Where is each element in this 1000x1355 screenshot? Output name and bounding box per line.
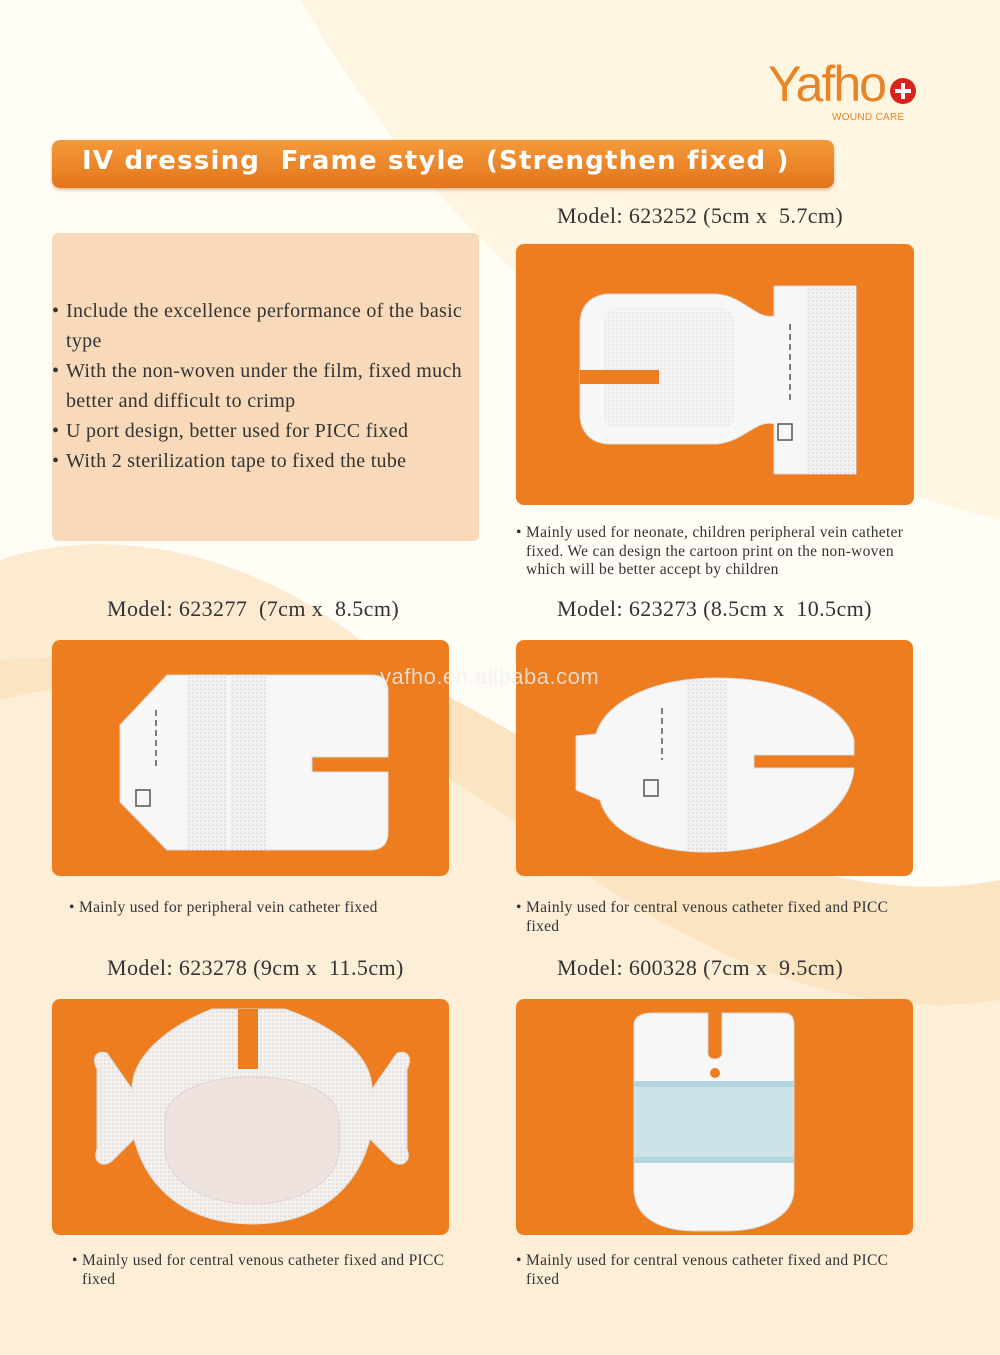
watermark: yafho.en.alibaba.com [380,664,600,689]
brand-name: Yafho [768,56,885,112]
feature-item: • With 2 sterilization tape to fixed the tube [52,446,484,476]
medical-cross-icon [890,78,916,104]
bullet-icon: • [52,360,60,382]
bullet-icon: • [52,420,60,442]
model-label-623252: Model: 623252 (5cm x 5.7cm) [557,203,844,228]
product-image-623252 [516,244,914,505]
description-623278: • Mainly used for central venous catheter fixed and PICC fixed [82,1252,452,1289]
product-image-623278 [52,999,449,1235]
brand-logo [768,56,918,128]
description-623277: • Mainly used for peripheral vein catheter fixed [79,899,449,918]
feature-item: • U port design, better used for PICC fixed [52,416,484,446]
title-banner [52,140,834,188]
bullet-icon: • [52,450,60,472]
model-label-623277: Model: 623277 (7cm x 8.5cm) [107,596,400,621]
product-image-600328 [516,999,913,1235]
description-623273: • Mainly used for central venous catheter fixed and PICC fixed [526,899,896,936]
feature-items [52,296,479,476]
model-label-600328: Model: 600328 (7cm x 9.5cm) [557,955,844,980]
description-623252: • Mainly used for neonate, children peripheral vein catheter fixed. We can design the cartoon print on the non-woven which will be better accept by children [526,524,916,580]
model-label-623273: Model: 623273 (8.5cm x 10.5cm) [557,596,872,621]
bullet-icon: • [52,300,60,322]
model-label-623278: Model: 623278 (9cm x 11.5cm) [107,955,404,980]
page-title: IV dressing Frame style (Strengthen fixed ) [82,146,790,176]
feature-item: • Include the excellence performance of the basic type [52,296,484,356]
feature-item: • With the non-woven under the film, fixed much better and difficult to crimp [52,356,484,416]
brand-tagline: WOUND CARE [832,112,905,123]
description-600328: • Mainly used for central venous catheter fixed and PICC fixed [526,1252,896,1289]
